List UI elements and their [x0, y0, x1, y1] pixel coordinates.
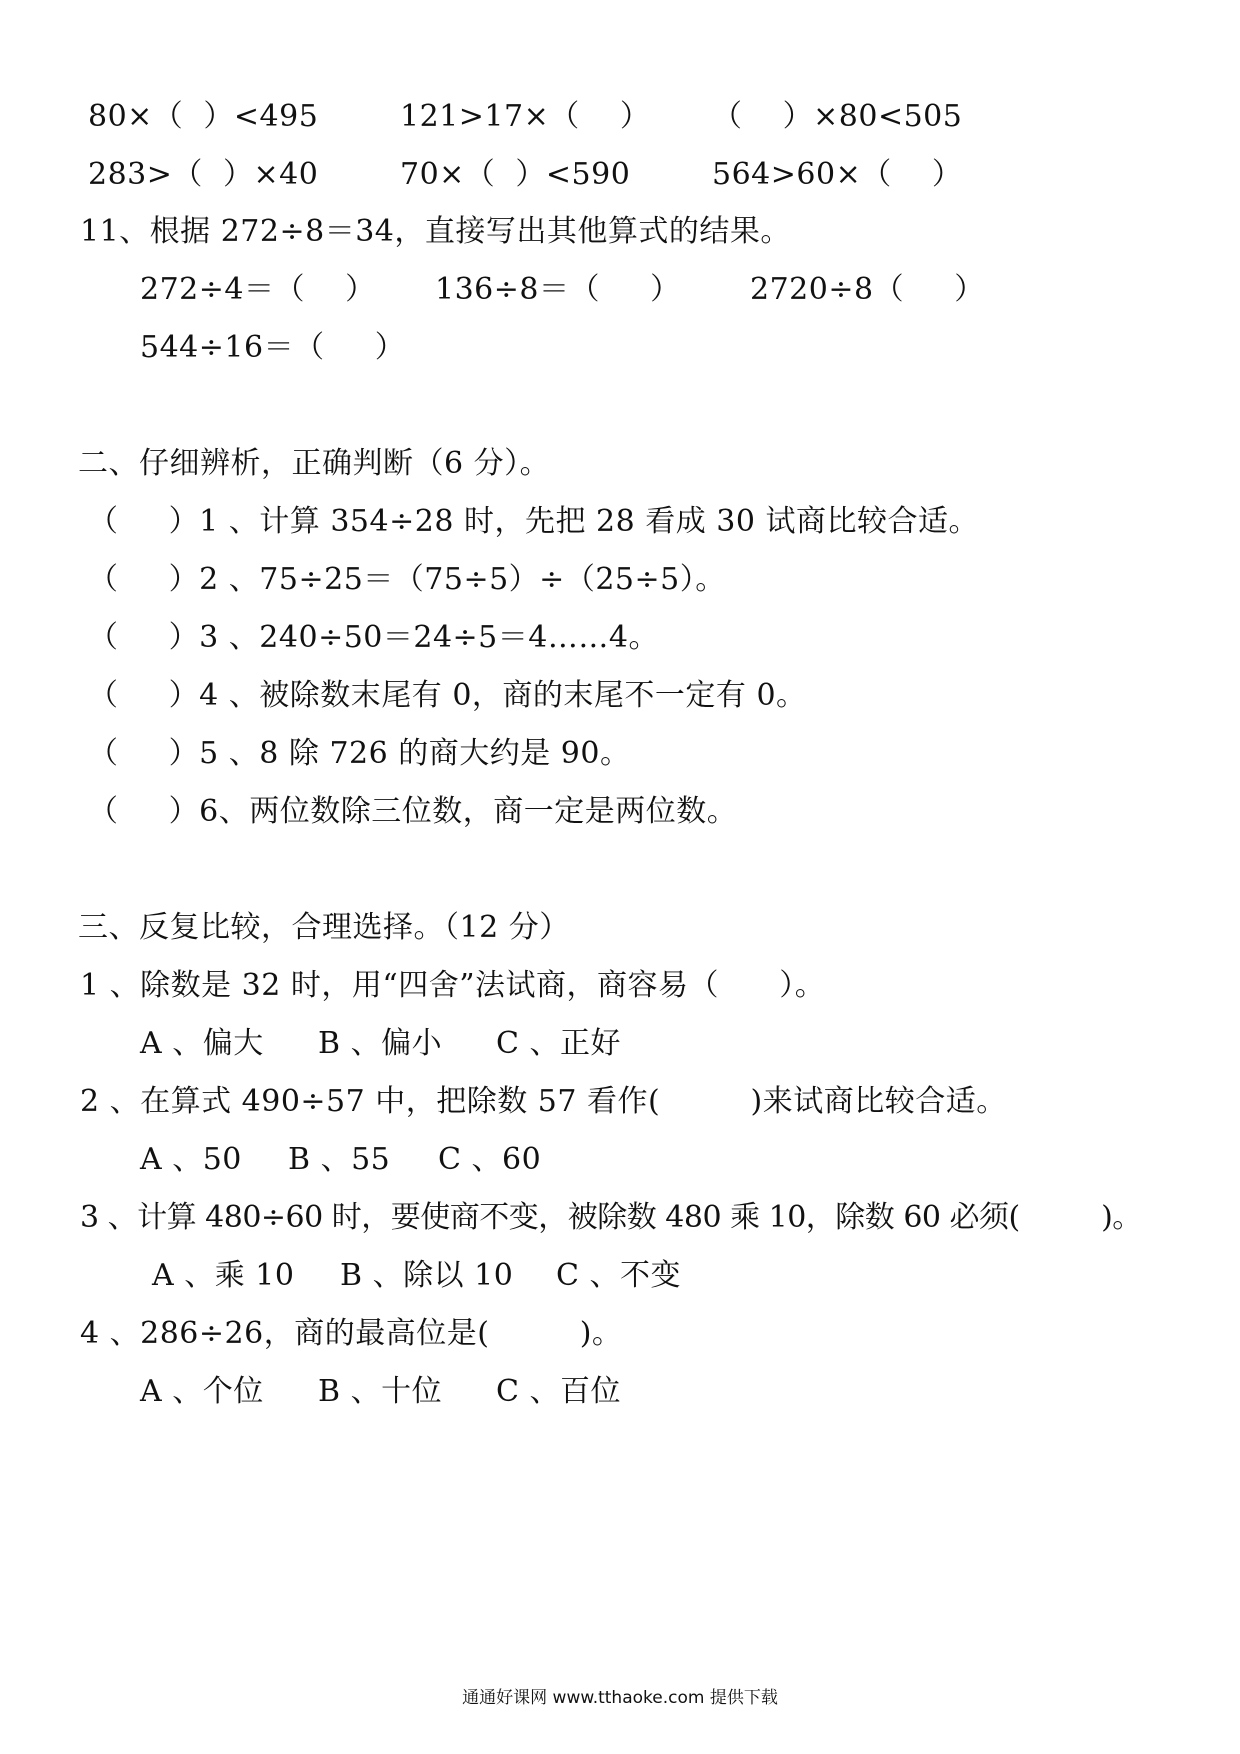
fill-blank-item: 136÷8＝（ ）: [435, 272, 681, 307]
question-text: 1 、除数是 32 时，用“四舍”法试商，商容易（ ）。: [80, 968, 826, 1003]
option-b: B 、55: [288, 1142, 391, 1177]
judgment-text: （ ）3 、240÷50＝24÷5＝4……4。: [88, 620, 659, 655]
option-a: A 、乘 10: [152, 1258, 295, 1293]
question-text: 3 、计算 480÷60 时，要使商不变，被除数 480 乘 10，除数 60 必须( )。: [80, 1200, 1142, 1235]
question-11-row-2: [0, 328, 1240, 408]
option-c: C 、60: [438, 1142, 542, 1177]
judgment-item-6: [0, 792, 1240, 872]
option-b: B 、十位: [318, 1374, 443, 1409]
option-c: C 、不变: [556, 1258, 681, 1293]
fill-blank-item: 544÷16＝（ ）: [140, 330, 406, 365]
judgment-text: （ ）2 、75÷25＝（75÷5）÷（25÷5）。: [88, 562, 726, 597]
fill-blank-item: （ ）×80<505: [712, 99, 963, 134]
judgment-text: （ ）5 、8 除 726 的商大约是 90。: [88, 736, 631, 771]
judgment-text: （ ）1 、计算 354÷28 时，先把 28 看成 30 试商比较合适。: [88, 504, 979, 539]
option-c: C 、正好: [496, 1026, 621, 1061]
question-text: 2 、在算式 490÷57 中，把除数 57 看作( )来试商比较合适。: [80, 1084, 1007, 1119]
option-a: A 、50: [140, 1142, 242, 1177]
option-a: A 、偏大: [140, 1026, 264, 1061]
option-a: A 、个位: [140, 1374, 264, 1409]
section-heading: 二、仔细辨析，正确判断（6 分）。: [78, 446, 551, 481]
choice-options-4: [0, 1372, 1240, 1532]
question-text: 4 、286÷26，商的最高位是( )。: [80, 1316, 623, 1351]
option-b: B 、除以 10: [340, 1258, 514, 1293]
fill-blank-item: 2720÷8（ ）: [750, 272, 985, 307]
fill-blank-item: 272÷4＝（ ）: [140, 272, 376, 307]
judgment-text: （ ）6、两位数除三位数，商一定是两位数。: [88, 794, 738, 829]
judgment-text: （ ）4 、被除数末尾有 0，商的末尾不一定有 0。: [88, 678, 807, 713]
question-text: 11、根据 272÷8＝34，直接写出其他算式的结果。: [80, 214, 791, 249]
fill-blank-item: 283>（ ）×40: [88, 157, 319, 192]
fill-blank-item: 80×（ ）<495: [88, 99, 319, 134]
fill-blank-item: 564>60×（ ）: [712, 157, 963, 192]
fill-blank-item: 121>17×（ ）: [400, 99, 651, 134]
section-heading: 三、反复比较，合理选择。（12 分）: [78, 910, 570, 945]
option-c: C 、百位: [496, 1374, 621, 1409]
option-b: B 、偏小: [318, 1026, 443, 1061]
page-footer: 通通好课网 www.tthaoke.com 提供下载: [462, 1688, 778, 1708]
fill-blank-item: 70×（ ）<590: [400, 157, 631, 192]
